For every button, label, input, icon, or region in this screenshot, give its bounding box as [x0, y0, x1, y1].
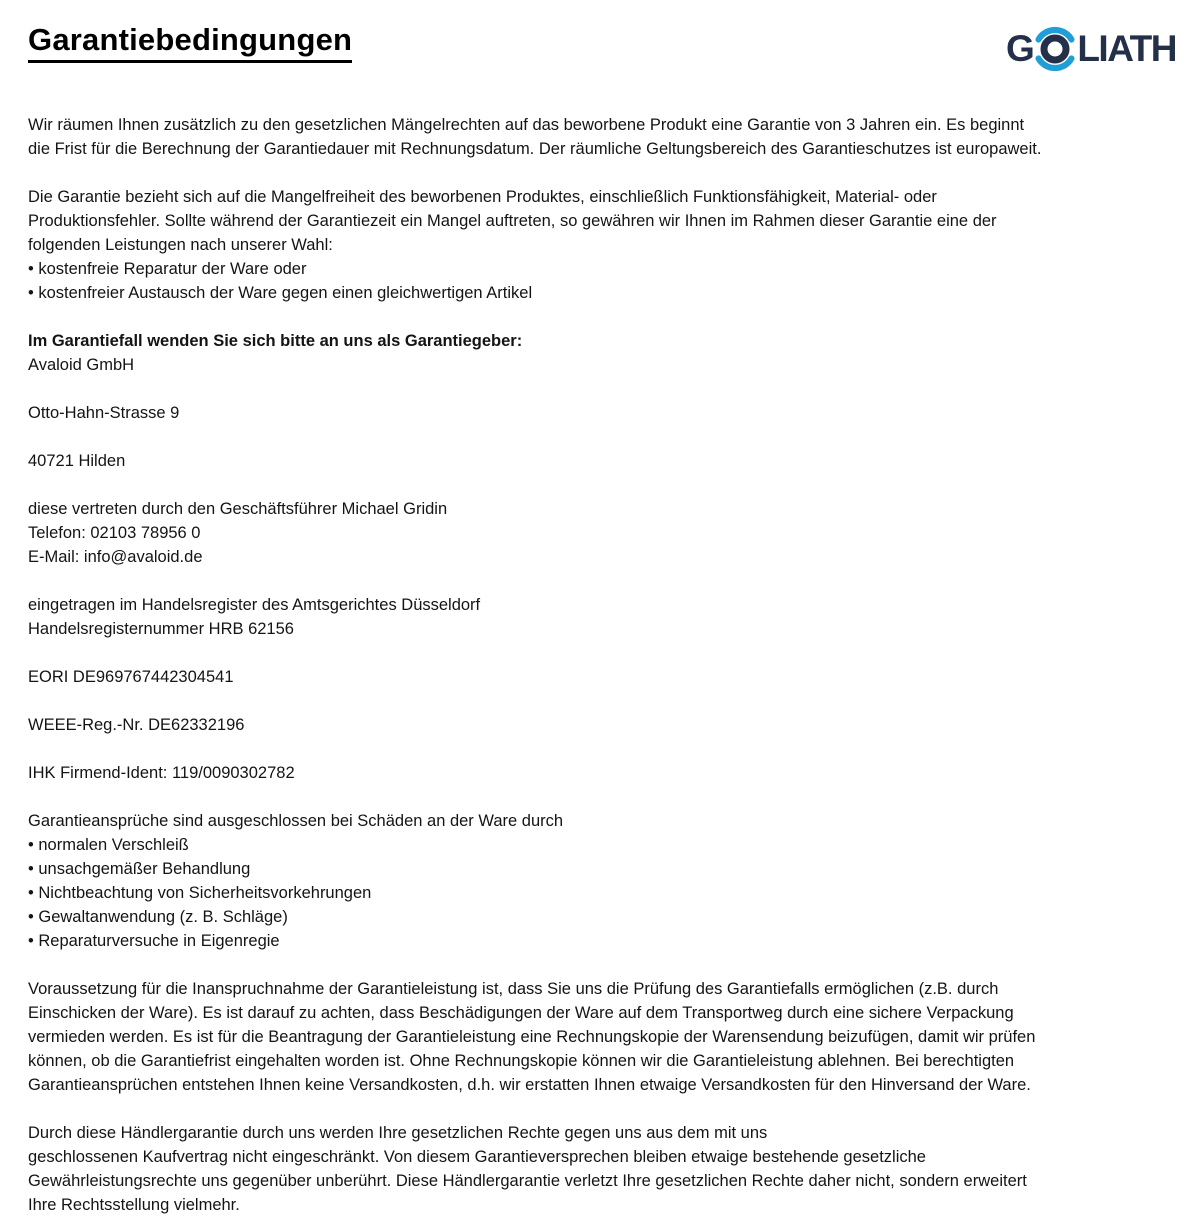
text-line: Telefon: 02103 78956 0	[28, 524, 201, 542]
text-line: geschlossenen Kaufvertrag nicht eingeschränkt. Von diesem Garantieversprechen bleiben etwaige bestehende gesetzliche	[28, 1148, 926, 1166]
text-line: E-Mail: info@avaloid.de	[28, 548, 203, 566]
text-line: • kostenfreier Austausch der Ware gegen einen gleichwertigen Artikel	[28, 284, 533, 302]
page-title: Garantiebedingungen	[28, 22, 352, 63]
text-line: vermieden werden. Es ist für die Beantragung der Garantieleistung eine Rechnungskopie der Warensendung beizufügen, damit wir prüfen	[28, 1028, 1036, 1046]
text-line: Gewährleistungsrechte uns gegenüber unberührt. Diese Händlergarantie verletzt Ihre gesetzlichen Rechte daher nicht, sondern erweitert	[28, 1172, 1027, 1190]
blank-line	[28, 425, 1174, 449]
blank-line	[28, 305, 1174, 329]
blank-line	[28, 737, 1174, 761]
text-line: Voraussetzung für die Inanspruchnahme der Garantieleistung ist, dass Sie uns die Prüfung des Garantiefalls ermöglichen (z.B. durch	[28, 980, 999, 998]
goliath-o-orbit-icon	[1032, 18, 1078, 80]
text-line: Die Garantie bezieht sich auf die Mangelfreiheit des beworbenen Produktes, einschließlich Funktionsfähigkeit, Material- oder	[28, 188, 937, 206]
document-body	[28, 113, 1174, 1217]
blank-line	[28, 377, 1174, 401]
text-line: EORI DE969767442304541	[28, 668, 234, 686]
logo-text-after-o: LIATH	[1077, 28, 1176, 69]
text-line: Wir räumen Ihnen zusätzlich zu den gesetzlichen Mängelrechten auf das beworbene Produkt eine Garantie von 3 Jahren ein. Es beginnt	[28, 116, 1025, 134]
text-line: eingetragen im Handelsregister des Amtsgerichtes Düsseldorf	[28, 596, 481, 614]
blank-line	[28, 569, 1174, 593]
document-header	[28, 22, 1174, 80]
text-line: • Nichtbeachtung von Sicherheitsvorkehrungen	[28, 884, 372, 902]
blank-line	[28, 161, 1174, 185]
goliath-logo	[1006, 18, 1176, 80]
text-line: Avaloid GmbH	[28, 356, 135, 374]
text-line: die Frist für die Berechnung der Garantiedauer mit Rechnungsdatum. Der räumliche Geltungsbereich des Garantieschutzes ist europaweit.	[28, 140, 1042, 158]
text-line: Im Garantiefall wenden Sie sich bitte an uns als Garantiegeber:	[28, 332, 523, 350]
blank-line	[28, 473, 1174, 497]
text-line: Ihre Rechtsstellung vielmehr.	[28, 1196, 240, 1214]
text-line: folgenden Leistungen nach unserer Wahl:	[28, 236, 333, 254]
text-line: • Reparaturversuche in Eigenregie	[28, 932, 280, 950]
text-line: 40721 Hilden	[28, 452, 126, 470]
text-line: Einschicken der Ware). Es ist darauf zu achten, dass Beschädigungen der Ware auf dem Transportweg durch eine sichere Verpackung	[28, 1004, 1014, 1022]
text-line: Garantieansprüche sind ausgeschlossen bei Schäden an der Ware durch	[28, 812, 564, 830]
text-line: Handelsregisternummer HRB 62156	[28, 620, 294, 638]
text-line: können, ob die Garantiefrist eingehalten worden ist. Ohne Rechnungskopie können wir die Garantieleistung ablehnen. Bei berechtigten	[28, 1052, 1015, 1070]
blank-line	[28, 641, 1174, 665]
blank-line	[28, 785, 1174, 809]
text-line: Otto-Hahn-Strasse 9	[28, 404, 180, 422]
blank-line	[28, 953, 1174, 977]
text-line: • kostenfreie Reparatur der Ware oder	[28, 260, 307, 278]
text-line: WEEE-Reg.-Nr. DE62332196	[28, 716, 245, 734]
logo-text-before-o: G	[1006, 28, 1034, 69]
blank-line	[28, 1097, 1174, 1121]
text-line: IHK Firmend-Ident: 119/0090302782	[28, 764, 295, 782]
text-line: Garantieansprüchen entstehen Ihnen keine Versandkosten, d.h. wir erstatten Ihnen etwaige Versandkosten für den Hinversand der Ware.	[28, 1076, 1031, 1094]
text-line: Produktionsfehler. Sollte während der Garantiezeit ein Mangel auftreten, so gewähren wir Ihnen im Rahmen dieser Garantie eine der	[28, 212, 997, 230]
text-line: • Gewaltanwendung (z. B. Schläge)	[28, 908, 288, 926]
text-line: • normalen Verschleiß	[28, 836, 189, 854]
text-line: diese vertreten durch den Geschäftsführer Michael Gridin	[28, 500, 448, 518]
text-line: Durch diese Händlergarantie durch uns werden Ihre gesetzlichen Rechte gegen uns aus dem mit uns	[28, 1124, 768, 1142]
text-line: • unsachgemäßer Behandlung	[28, 860, 251, 878]
blank-line	[28, 689, 1174, 713]
